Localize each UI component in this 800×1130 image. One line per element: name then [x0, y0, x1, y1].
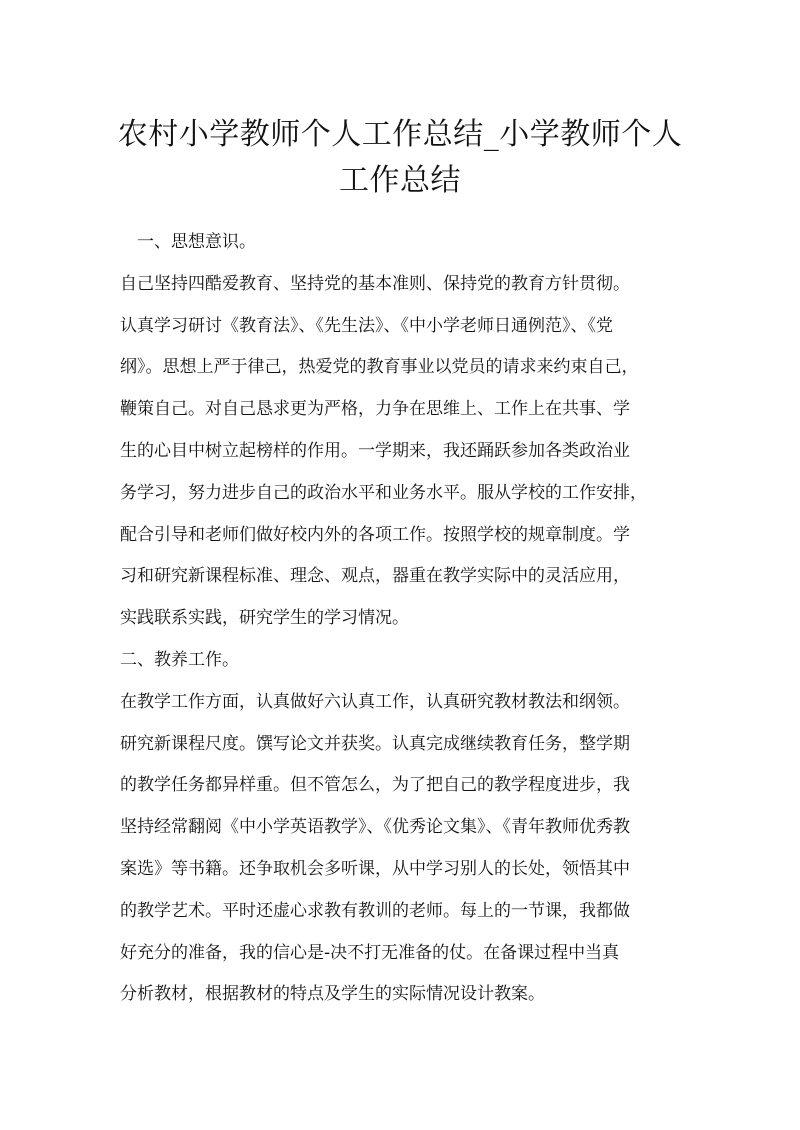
body-line: 案选》等书籍。还争取机会多听课，从中学习别人的长处，领悟其中	[120, 858, 630, 879]
document-body	[120, 222, 690, 1016]
body-line: 研究新课程尺度。馔写论文并获奖。认真完成继续教育任务，整学期	[120, 733, 630, 754]
body-line: 配合引导和老师们做好校内外的各项工作。按照学校的规章制度。学	[120, 524, 630, 545]
body-line: 自己坚持四酷爱教育、坚持党的基本准则、保持党的教育方针贯彻。	[120, 273, 630, 294]
body-line: 纲》。思想上严于律己，热爱党的教育事业以党员的请求来约束自己，	[120, 357, 639, 378]
body-line: 好充分的准备，我的信心是-决不打无准备的仗。在备课过程中当真	[120, 942, 620, 963]
body-line: 实践联系实践，研究学生的学习情况。	[120, 608, 409, 629]
body-line: 习和研究新课程标准、理念、观点，器重在教学实际中的灵活应用，	[120, 566, 630, 587]
body-line: 坚持经常翻阅《中小学英语教学》、《优秀论文集》、《青年教师优秀教	[120, 817, 630, 838]
body-line: 鞭策自己。对自己恳求更为严格，力争在思维上、工作上在共事、学	[120, 399, 630, 420]
document-title	[100, 112, 700, 204]
title-line: 农村小学教师个人工作总结_小学教师个人	[117, 117, 683, 152]
body-line: 务学习，努力进步自己的政治水平和业务水平。服从学校的工作安排，	[120, 482, 647, 503]
body-line: 认真学习研讨《教育法》、《先生法》、《中小学老师日通例范》、《党	[120, 315, 613, 336]
body-line: 生的心目中树立起榜样的作用。一学期来，我还踊跃参加各类政治业	[120, 440, 630, 461]
body-line: 的教学艺术。平时还虚心求教有教训的老师。每上的一节课，我都做	[120, 900, 630, 921]
section-heading: 二、教养工作。	[120, 649, 239, 670]
title-line: 工作总结	[339, 163, 461, 198]
body-line: 的教学任务都异样重。但不管怎么，为了把自己的教学程度进步，我	[120, 775, 630, 796]
body-line: 在教学工作方面，认真做好六认真工作，认真研究教材教法和纲领。	[120, 691, 630, 712]
body-line: 分析教材，根据教材的特点及学生的实际情况设计教案。	[120, 984, 545, 1005]
section-heading: 一、思想意识。	[137, 232, 256, 252]
